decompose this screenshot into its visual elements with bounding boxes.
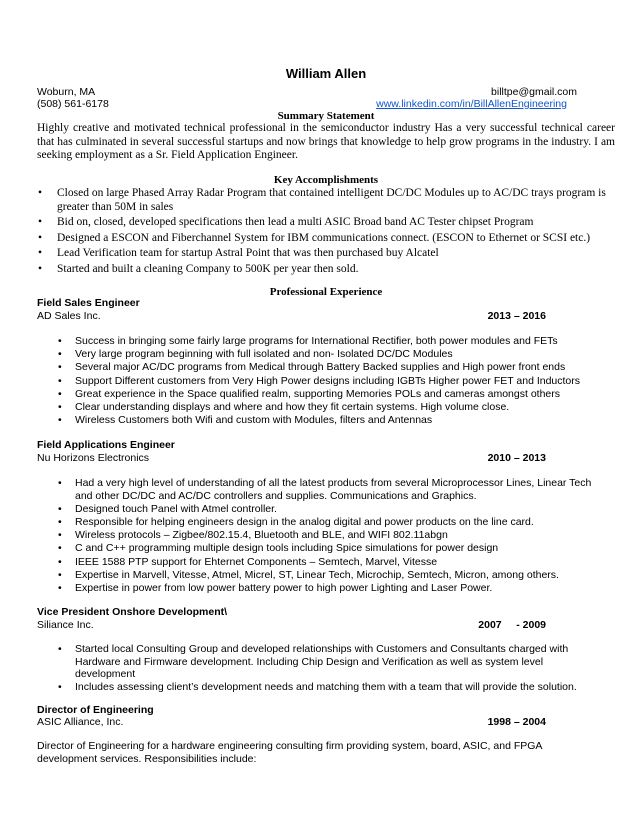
job-duties-list — [37, 643, 597, 695]
job-description: Director of Engineering for a hardware engineering consulting firm providing system, board, ASIC, and FPGA development services. Responsibilities include: — [37, 740, 542, 765]
job-company-row — [37, 310, 546, 322]
contact-row-2 — [37, 98, 577, 110]
list-item: • Support Different customers from Very High Power designs including IGBTs Higher power FET and Inductors — [37, 375, 597, 388]
job-company-row — [37, 716, 546, 728]
list-item: • Had a very high level of understanding of all the latest products from several Microprocessor Lines, Linear Tech and other DC/DC and AC/DC controllers and supplies. Communications and Graphics. — [37, 477, 597, 502]
candidate-name: William Allen — [285, 66, 367, 81]
company-name: Nu Horizons Electronics — [37, 452, 150, 464]
list-item: • Expertise in power from low power battery power to high power Lighting and Laser Power. — [37, 582, 597, 595]
list-item: • Several major AC/DC programs from Medical through Battery Backed supplies and High power front ends — [37, 361, 597, 374]
list-item: • Great experience in the Space qualified realm, supporting Memories POLs and cameras amongst others — [37, 388, 597, 401]
company-name: Siliance Inc. — [37, 619, 94, 631]
list-item: • Lead Verification team for startup Astral Point that was then purchased buy Alcatel — [37, 247, 615, 261]
company-name: ASIC Alliance, Inc. — [37, 716, 124, 728]
company-name: AD Sales Inc. — [37, 310, 101, 322]
list-item: • Started and built a cleaning Company to 500K per year then sold. — [37, 263, 615, 277]
contact-row-1 — [37, 86, 577, 98]
job-title: Field Applications Engineer — [37, 439, 175, 451]
list-item: • Bid on, closed, developed specifications then lead a multi ASIC Broad band AC Tester chipset Program — [37, 216, 615, 230]
job-dates: 2013 – 2016 — [487, 310, 546, 322]
list-item: • Designed a ESCON and Fiberchannel System for IBM communications connect. (ESCON to Ethernet or SCSI etc.) — [37, 232, 615, 246]
list-item: • Wireless Customers both Wifi and custom with Modules, filters and Antennas — [37, 414, 597, 427]
job-company-row — [37, 619, 546, 631]
list-item: • Includes assessing client’s development needs and matching them with a team that will provide the solution. — [37, 681, 597, 694]
job-dates: 2010 – 2013 — [487, 452, 546, 464]
job-duties-list — [37, 335, 597, 427]
job-title: Director of Engineering — [37, 704, 154, 716]
summary-text: Highly creative and motivated technical professional in the semiconductor industry Has a very successful technical career that has culminated in several successful startups and now brings that knowledge to help grow programs in the industry. I am seeking employment as a Sr. Field Application Engineer. — [37, 122, 615, 161]
summary-heading: Summary Statement — [277, 110, 375, 122]
linkedin-link[interactable]: www.linkedin.com/in/BillAllenEngineering — [376, 98, 567, 110]
list-item: • Started local Consulting Group and developed relationships with Customers and Consultants charged with Hardware and Firmware development. Including Chip Design and Verification as well as system level development — [37, 643, 597, 681]
city: Woburn, MA — [37, 86, 96, 98]
list-item: • Very large program beginning with full isolated and non- Isolated DC/DC Modules — [37, 348, 597, 361]
list-item: • Success in bringing some fairly large programs for International Rectifier, both power modules and FETs — [37, 335, 597, 348]
list-item: • C and C++ programming multiple design tools including Spice simulations for power design — [37, 542, 597, 555]
experience-heading: Professional Experience — [269, 286, 383, 298]
job-dates: 1998 – 2004 — [487, 716, 546, 728]
list-item: • IEEE 1588 PTP support for Ehternet Components – Semtech, Marvel, Vitesse — [37, 556, 597, 569]
list-item: • Expertise in Marvell, Vitesse, Atmel, Micrel, ST, Linear Tech, Microchip, Semtech, Micron, among others. — [37, 569, 597, 582]
job-title: Vice President Onshore Development\ — [37, 606, 228, 618]
accomplishments-heading: Key Accomplishments — [273, 174, 379, 186]
list-item: • Responsible for helping engineers design in the analog digital and power products on the line card. — [37, 516, 597, 529]
phone: (508) 561-6178 — [37, 98, 109, 110]
list-item: • Designed touch Panel with Atmel controller. — [37, 503, 597, 516]
job-company-row — [37, 452, 546, 464]
job-duties-list — [37, 477, 597, 595]
list-item: • Clear understanding displays and where and how they fit certain systems. High volume close. — [37, 401, 597, 414]
email[interactable]: billtpe@gmail.com — [491, 86, 577, 98]
job-dates: 2007 - 2009 — [478, 619, 546, 631]
job-title: Field Sales Engineer — [37, 297, 140, 309]
list-item: • Closed on large Phased Array Radar Program that contained intelligent DC/DC Modules up to AC/DC trays program is greater than 50M in sales — [37, 187, 615, 214]
accomplishments-list — [37, 187, 615, 278]
list-item: • Wireless protocols – Zigbee/802.15.4, Bluetooth and BLE, and WIFI 802.11abgn — [37, 529, 597, 542]
